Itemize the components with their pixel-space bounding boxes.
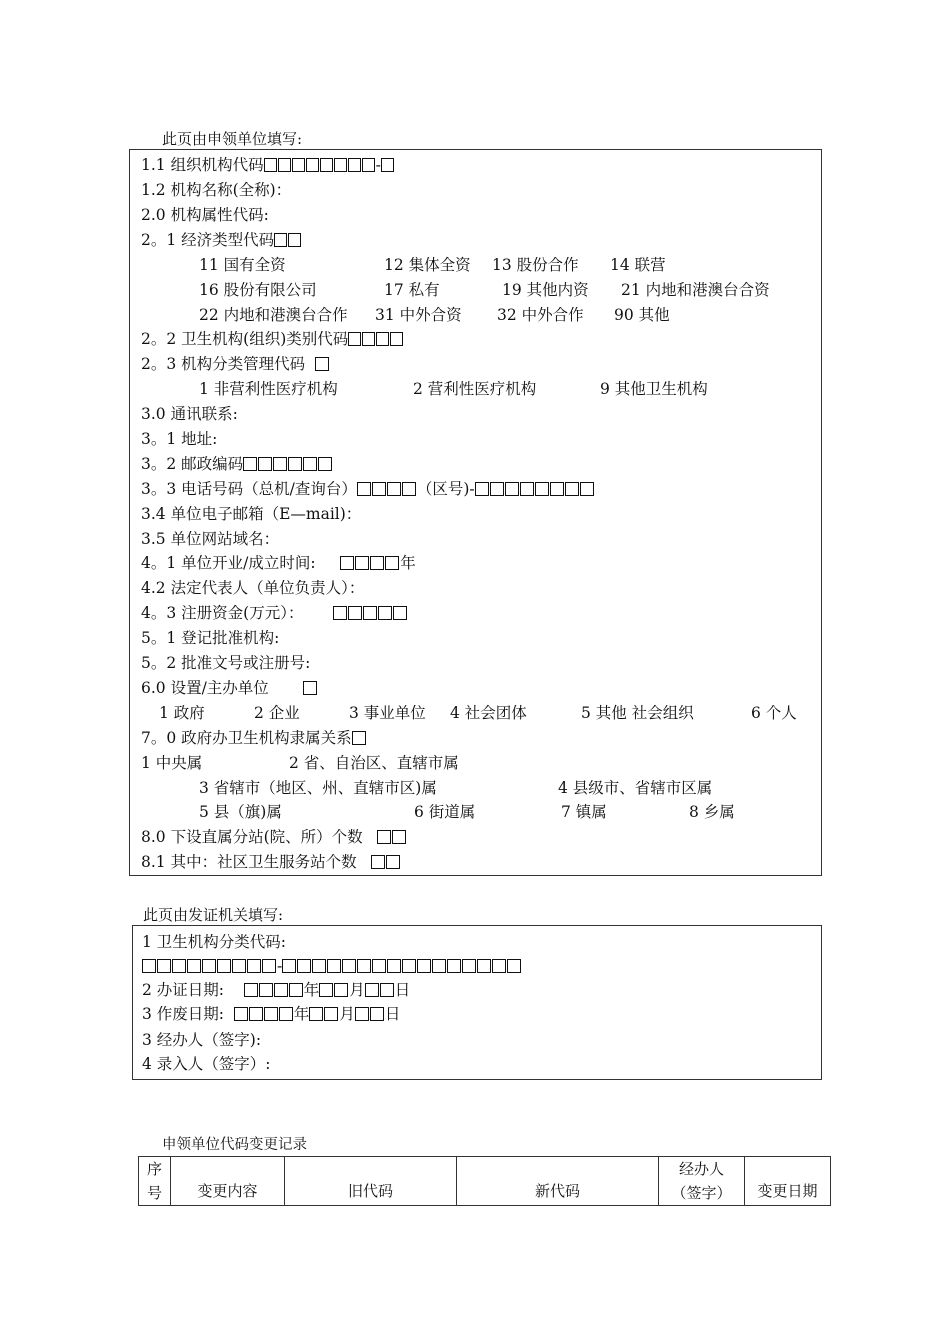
entry-signature-label: 4 录入人（签字）:	[142, 1055, 271, 1073]
econ-option: 13 股份合作	[492, 256, 579, 274]
postcode-row	[141, 454, 333, 474]
day-label: 日	[384, 1005, 401, 1023]
org-code-label: 1.1 组织机构代码	[141, 156, 264, 174]
branch-count-row	[141, 827, 407, 847]
host-option: 4 社会团体	[450, 704, 527, 722]
col-header-old-code: 旧代码	[285, 1157, 457, 1206]
mgmt-option: 2 营利性医疗机构	[413, 380, 537, 398]
branch-count-label: 8.0 下设直属分站(院、所）个数	[141, 828, 363, 846]
area-code-label: （区号)-	[416, 480, 475, 498]
affiliation-option: 4 县级市、省辖市区属	[558, 779, 713, 797]
econ-option: 16 股份有限公司	[199, 281, 317, 299]
community-count-label: 8.1 其中：社区卫生服务站个数	[141, 853, 357, 871]
branch-count-boxes[interactable]	[377, 828, 407, 846]
host-unit-row	[141, 678, 318, 698]
void-year-boxes[interactable]	[234, 1005, 294, 1023]
class-code-label: 1 卫生机构分类代码:	[142, 933, 287, 951]
affiliation-option: 3 省辖市（地区、州、直辖市区)属	[199, 779, 437, 797]
org-code-boxes[interactable]	[264, 156, 376, 174]
host-option: 2 企业	[254, 704, 300, 722]
phone-label: 3。3 电话号码（总机/查询台）	[141, 480, 357, 498]
org-code-check-box[interactable]	[381, 158, 394, 172]
econ-option: 12 集体全资	[384, 256, 471, 274]
address-label: 3。1 地址:	[141, 430, 218, 448]
org-code-row: 1.1 组织机构代码 -	[141, 155, 395, 175]
month-label: 月	[339, 1005, 355, 1023]
postcode-label: 3。2 邮政编码	[141, 455, 244, 473]
affiliation-option: 1 中央属	[141, 754, 203, 772]
host-option: 5 其他 社会组织	[581, 704, 694, 722]
phone-number-boxes[interactable]	[475, 480, 595, 498]
capital-row	[141, 603, 408, 623]
phone-row	[141, 479, 595, 499]
contact-label: 3.0 通讯联系:	[141, 405, 238, 423]
affiliation-option: 8 乡属	[689, 803, 735, 821]
col-header-change-content: 变更内容	[171, 1157, 285, 1206]
class-code-boxes-a[interactable]	[142, 957, 277, 975]
community-count-boxes[interactable]	[371, 853, 401, 871]
issue-year-boxes[interactable]	[244, 981, 304, 999]
void-date-row	[142, 1004, 400, 1024]
founded-label: 4。1 单位开业/成立时间:	[141, 554, 316, 572]
capital-boxes[interactable]	[333, 604, 408, 622]
month-label: 月	[349, 981, 365, 999]
void-date-label: 3 作废日期:	[142, 1005, 225, 1023]
area-code-boxes[interactable]	[357, 480, 417, 498]
issuer-form-box	[132, 925, 822, 1080]
health-category-label: 2。2 卫生机构(组织)类别代码	[141, 330, 349, 348]
affiliation-option: 7 镇属	[561, 803, 607, 821]
issue-month-boxes[interactable]	[319, 981, 349, 999]
affiliation-row	[141, 728, 367, 748]
col-header-seq: 序号	[139, 1157, 171, 1206]
year-label: 年	[400, 554, 416, 572]
econ-option: 22 内地和港澳台合作	[199, 306, 348, 324]
email-label: 3.4 单位电子邮箱（E—mail)：	[141, 505, 362, 523]
econ-option: 11 国有全资	[199, 256, 286, 274]
econ-type-label: 2。1 经济类型代码	[141, 231, 275, 249]
host-option: 1 政府	[159, 704, 205, 722]
mgmt-option: 1 非营利性医疗机构	[199, 380, 338, 398]
host-unit-box[interactable]	[303, 681, 317, 695]
approval-number-label: 5。2 批准文号或注册号:	[141, 654, 311, 672]
year-label: 年	[303, 981, 320, 999]
econ-option: 19 其他内资	[502, 281, 589, 299]
host-option: 6 个人	[751, 704, 797, 722]
table-header-row	[139, 1157, 831, 1206]
mgmt-code-box[interactable]	[315, 357, 329, 371]
econ-option: 14 联营	[610, 256, 666, 274]
affiliation-option: 2 省、自治区、直辖市属	[289, 754, 459, 772]
founded-year-boxes[interactable]	[340, 554, 400, 572]
year-label: 年	[293, 1005, 310, 1023]
section2-caption: 此页由发证机关填写:	[143, 906, 284, 924]
void-day-boxes[interactable]	[355, 1005, 385, 1023]
handler-signature-label: 3 经办人（签字):	[142, 1031, 262, 1049]
class-code-row: -	[142, 956, 522, 976]
applicant-form-box	[129, 149, 822, 876]
mgmt-option: 9 其他卫生机构	[600, 380, 708, 398]
section1-caption: 此页由申领单位填写:	[162, 130, 303, 148]
econ-option: 17 私有	[384, 281, 440, 299]
econ-option: 31 中外合资	[375, 306, 462, 324]
postcode-boxes[interactable]	[243, 455, 333, 473]
econ-type-row	[141, 230, 302, 250]
day-label: 日	[394, 981, 411, 999]
issue-date-label: 2 办证日期:	[142, 981, 225, 999]
affiliation-option: 5 县（旗)属	[199, 803, 282, 821]
econ-option: 21 内地和港澳台合资	[621, 281, 770, 299]
class-code-boxes-b[interactable]	[282, 957, 522, 975]
col-header-new-code: 新代码	[457, 1157, 659, 1206]
org-name-label: 1.2 机构名称(全称)：	[141, 181, 292, 199]
host-unit-label: 6.0 设置/主办单位	[141, 679, 269, 697]
capital-label: 4。3 注册资金(万元）：	[141, 604, 304, 622]
issue-date-row	[142, 980, 410, 1000]
attr-code-label: 2.0 机构属性代码:	[141, 206, 269, 224]
econ-option: 32 中外合作	[497, 306, 584, 324]
health-category-boxes[interactable]	[348, 330, 404, 348]
founded-row	[141, 553, 416, 573]
void-month-boxes[interactable]	[309, 1005, 339, 1023]
host-option: 3 事业单位	[349, 704, 426, 722]
mgmt-code-row	[141, 354, 330, 374]
econ-type-boxes[interactable]	[274, 231, 302, 249]
col-header-handler: 经办人（签字）	[659, 1157, 745, 1206]
website-label: 3.5 单位网站域名：	[141, 530, 280, 548]
issue-day-boxes[interactable]	[365, 981, 395, 999]
econ-option: 90 其他	[614, 306, 670, 324]
community-count-row	[141, 852, 401, 872]
health-category-row	[141, 329, 404, 349]
col-header-change-date: 变更日期	[745, 1157, 831, 1206]
affiliation-option: 6 街道属	[414, 803, 476, 821]
approval-org-label: 5。1 登记批准机构:	[141, 629, 280, 647]
section3-caption: 申领单位代码变更记录	[162, 1137, 307, 1153]
affiliation-box[interactable]	[352, 731, 366, 745]
affiliation-label: 7。0 政府办卫生机构隶属关系	[141, 729, 352, 747]
mgmt-code-label: 2。3 机构分类管理代码	[141, 355, 306, 373]
legal-rep-label: 4.2 法定代表人（单位负责人）：	[141, 579, 365, 597]
code-change-table	[138, 1156, 831, 1206]
